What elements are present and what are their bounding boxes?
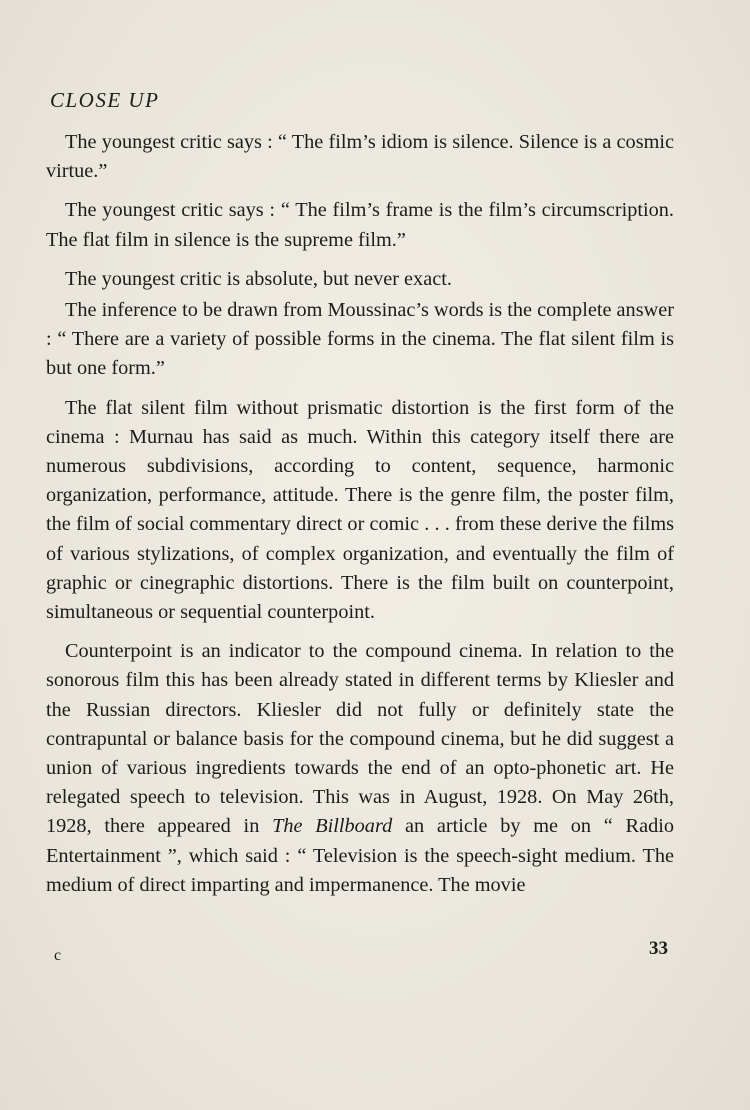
running-head: CLOSE UP [50,88,160,112]
signature-mark: c [54,947,62,964]
paragraph-5: The flat silent film without prismatic distortion is the first form of the cinema : Murnau has said as much. Within this category itself there are numerous subdivisions, according to content, sequence, harmonic organization, performance, attitude. There is the genre film, the poster film, the film of social commentary direct or comic . . . from these derive the films of various stylizations, of complex organization, and eventually the film of graphic or cinegraphic distortions. There is the film built on counterpoint, simultaneous or sequential counterpoint. [46,396,674,624]
page-number: 33 [649,938,668,959]
paragraph-6-text-b: an article by me on “ Radio Entertainment ”, which said : “ Television is the speech-sight medium. The medium of direct imparting and impermanence. The movie [46,815,674,896]
paragraph-1: The youngest critic says : “ The film’s idiom is silence. Silence is a cosmic virtue.” [46,131,674,183]
paragraph-3: The youngest critic is absolute, but never exact. [65,267,452,290]
paragraph-6 [46,637,674,900]
paragraph-6-text-a: Counterpoint is an indicator to the compound cinema. In relation to the sonorous film this has been already stated in different terms by Kliesler and the Russian directors. Kliesler did not fully or definitely state the contrapuntal or balance basis for the compound cinema, but he did suggest a union of various ingredients towards the end of an opto-phonetic art. He relegated speech to television. This was in August, 1928. On May 26th, 1928, there appeared in [46,640,674,838]
paragraph-2: The youngest critic says : “ The film’s frame is the film’s circumscription. The flat film in silence is the supreme film.” [46,199,674,251]
publication-title: The Billboard [272,815,393,838]
paragraph-4: The inference to be drawn from Moussinac’s words is the complete answer : “ There are a variety of possible forms in the cinema. The flat silent film is but one form.” [46,299,674,380]
body-text [46,128,674,906]
